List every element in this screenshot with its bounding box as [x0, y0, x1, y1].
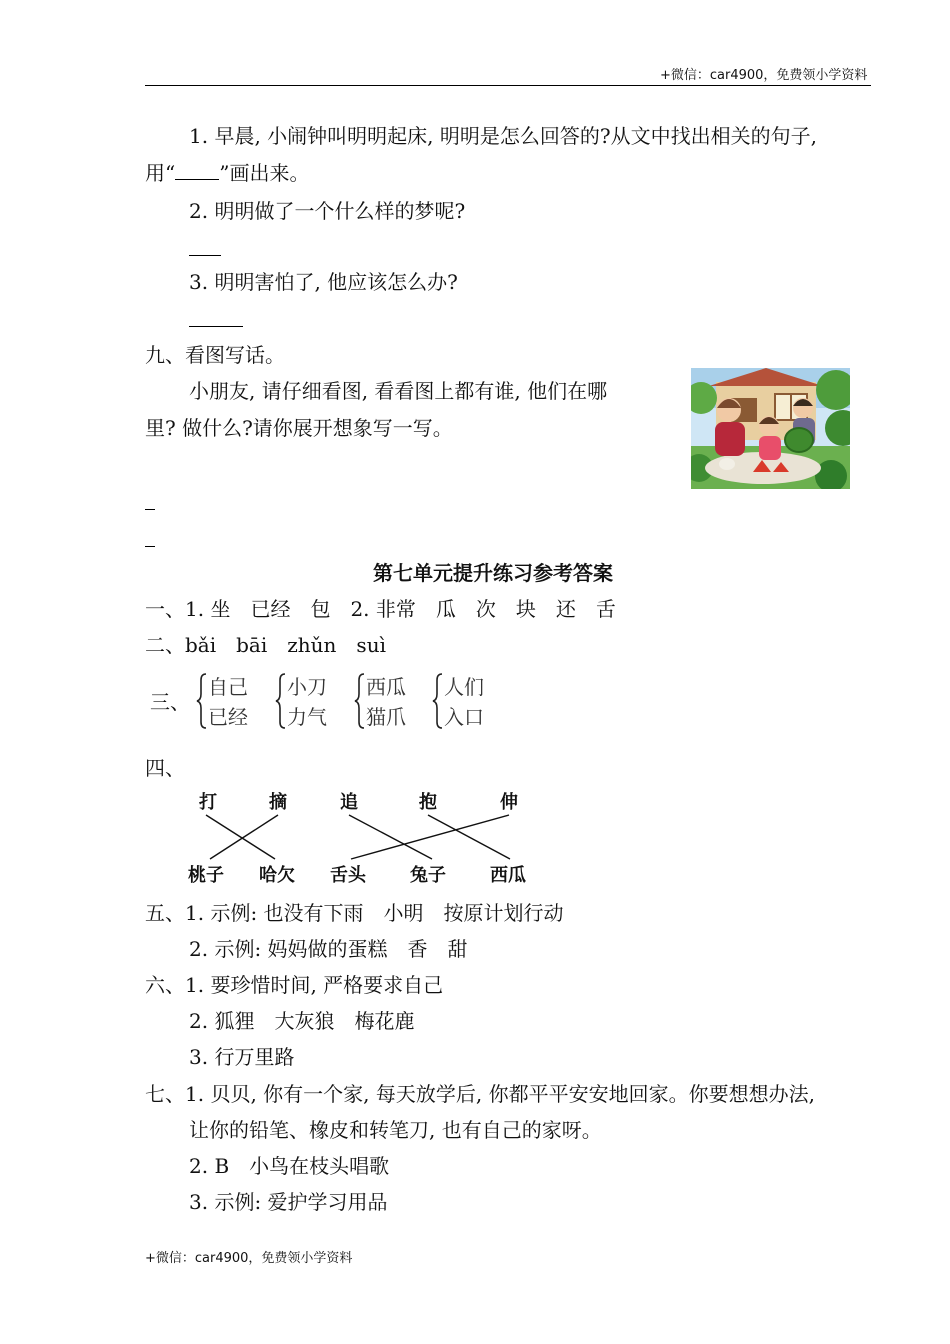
question-1-suffix: ”画出来。	[219, 161, 310, 185]
question-2: 2. 明明做了一个什么样的梦呢?	[189, 199, 466, 223]
answer-2: 二、bǎi bāi zhǔn suì	[145, 633, 386, 657]
section-9-line1: 小朋友, 请仔细看图, 看看图上都有谁, 他们在哪	[189, 379, 608, 403]
match-bottom-4: 兔子	[410, 865, 446, 886]
brace-2-bottom: 力气	[287, 705, 327, 729]
answer-7-2: 2. B 小鸟在枝头唱歌	[189, 1154, 390, 1178]
brace-2-top: 小刀	[287, 675, 327, 699]
match-top-2: 摘	[269, 792, 287, 813]
match-bottom-2: 哈欠	[259, 865, 295, 886]
answer-7-1b: 让你的铅笔、橡皮和转笔刀, 也有自己的家呀。	[189, 1118, 602, 1142]
section-9-heading: 九、看图写话。	[145, 343, 285, 367]
match-top-5: 伸	[500, 792, 518, 813]
section-9-line2: 里? 做什么?请你展开想象写一写。	[145, 416, 453, 440]
answer-7-1a: 七、1. 贝贝, 你有一个家, 每天放学后, 你都平平安安地回家。你要想想办法,	[145, 1082, 815, 1106]
match-bottom-5: 西瓜	[490, 865, 526, 886]
answer-4-label: 四、	[145, 756, 185, 780]
page-header: +微信：car4900，免费领小学资料	[660, 68, 868, 83]
match-bottom-1: 桃子	[188, 865, 224, 886]
brace-1-top: 自己	[208, 675, 248, 699]
answer-6-1: 六、1. 要珍惜时间, 严格要求自己	[145, 973, 444, 997]
answers-title: 第七单元提升练习参考答案	[373, 561, 613, 585]
brace-3-top: 西瓜	[366, 675, 406, 699]
answer-6-3: 3. 行万里路	[189, 1045, 295, 1069]
match-line-2	[210, 815, 278, 859]
answer-5-2: 2. 示例: 妈妈做的蛋糕 香 甜	[189, 937, 468, 961]
brace-3-bottom: 猫爪	[366, 705, 406, 729]
answer-6-2: 2. 狐狸 大灰狼 梅花鹿	[189, 1009, 415, 1033]
match-line-4	[428, 815, 510, 859]
match-top-4: 抱	[419, 792, 437, 813]
brace-4-top: 人们	[444, 675, 484, 699]
answer-3-label: 三、	[150, 690, 190, 714]
match-line-5	[351, 815, 509, 859]
match-line-1	[206, 815, 275, 859]
answer-5-1: 五、1. 示例: 也没有下雨 小明 按原计划行动	[145, 901, 564, 925]
answer-1: 一、1. 坐 已经 包 2. 非常 瓜 次 块 还 舌	[145, 597, 616, 621]
match-bottom-3: 舌头	[330, 865, 366, 886]
page-footer: +微信：car4900，免费领小学资料	[145, 1251, 353, 1266]
answer-7-3: 3. 示例: 爱护学习用品	[189, 1190, 388, 1214]
brace-4-bottom: 入口	[444, 705, 484, 729]
question-1-line1: 1. 早晨, 小闹钟叫明明起床, 明明是怎么回答的?从文中找出相关的句子,	[189, 124, 817, 148]
match-top-1: 打	[199, 792, 217, 813]
match-line-3	[349, 815, 432, 859]
question-3: 3. 明明害怕了, 他应该怎么办?	[189, 270, 458, 294]
match-top-3: 追	[340, 792, 358, 813]
brace-1-bottom: 已经	[208, 705, 248, 729]
question-1-prefix: 用“	[145, 161, 176, 185]
